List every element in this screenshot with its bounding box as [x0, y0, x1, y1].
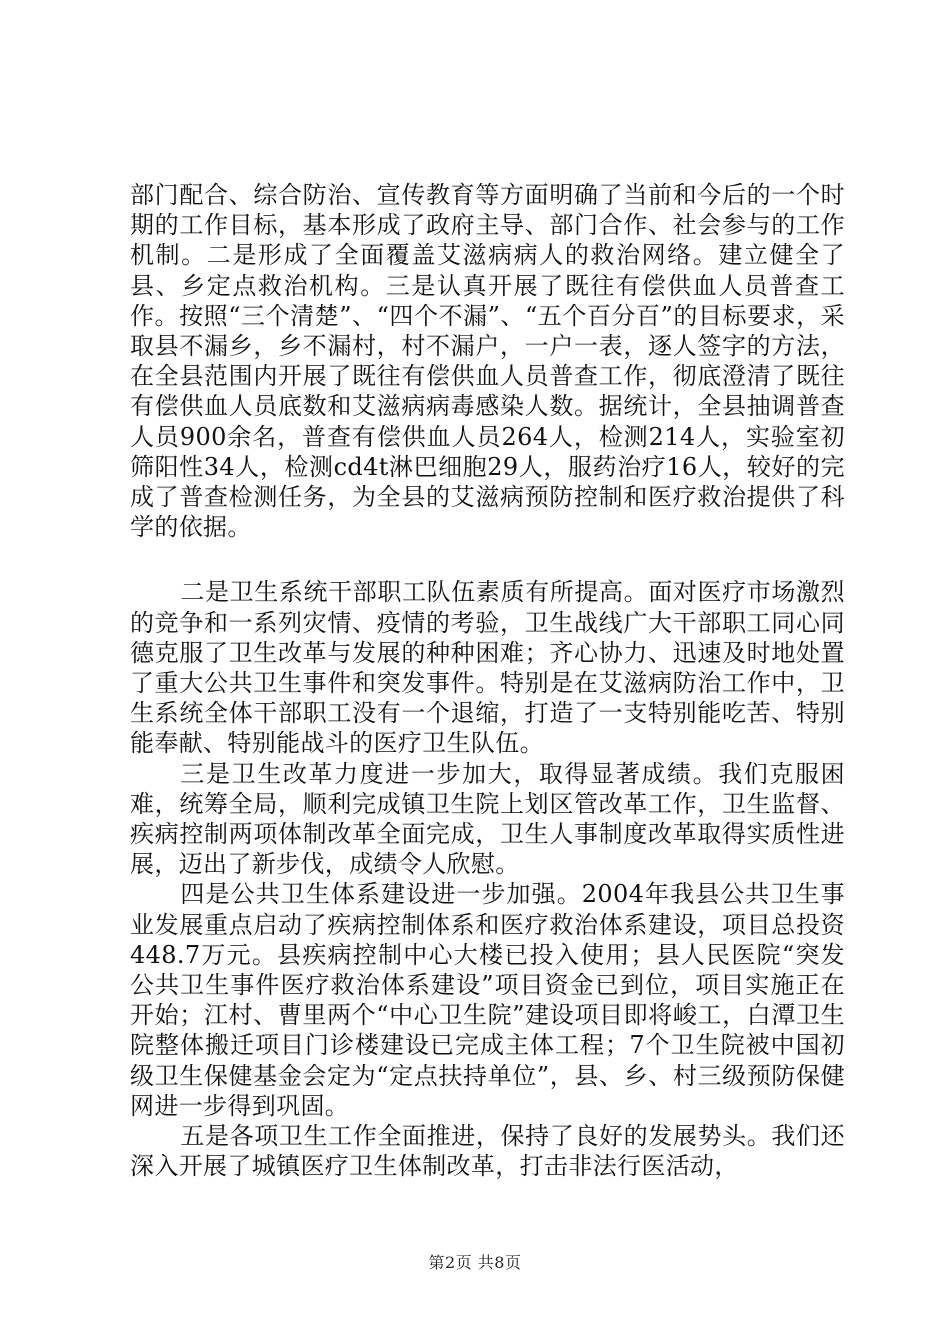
paragraph-4: 四是公共卫生体系建设进一步加强。2004年我县公共卫生事业发展重点启动了疾病控制体系和医疗救治体系建设，项目总投资448.7万元。县疾病控制中心大楼已投入使用；县人民医院“突发公共卫生事件医疗救治体系建设”项目资金已到位，项目实施正在开始；江村、曹里两个“中心卫生院”建设项目即将峻工，白潭卫生院整体搬迁项目门诊楼建设已完成主体工程；7个卫生院被中国初级卫生保健基金会定为“定点扶持单位”，县、乡、村三级预防保健网进一步得到巩固。 — [130, 880, 845, 1120]
paragraph-spacer — [130, 542, 845, 577]
paragraph-1: 部门配合、综合防治、宣传教育等方面明确了当前和今后的一个时期的工作目标，基本形成了政府主导、部门合作、社会参与的工作机制。二是形成了全面覆盖艾滋病病人的救治网络。建立健全了县、乡定点救治机构。三是认真开展了既往有偿供血人员普查工作。按照“三个清楚”、“四个不漏”、“五个百分百”的目标要求，采取县不漏乡，乡不漏村，村不漏户，一户一表，逐人签字的方法，在全县范围内开展了既往有偿供血人员普查工作，彻底澄清了既往有偿供血人员底数和艾滋病病毒感染人数。据统计，全县抽调普查人员900余名，普查有偿供血人员264人，检测214人，实验室初筛阳性34人，检测cd4t淋巴细胞29人，服药治疗16人，较好的完成了普查检测任务，为全县的艾滋病预防控制和医疗救治提供了科学的依据。 — [130, 181, 845, 542]
paragraph-5: 五是各项卫生工作全面推进，保持了良好的发展势头。我们还深入开展了城镇医疗卫生体制改革，打击非法行医活动， — [130, 1122, 845, 1181]
page-number-footer: 第2页 共8页 — [428, 1253, 522, 1272]
paragraph-3: 三是卫生改革力度进一步加大，取得显著成绩。我们克服困难，统筹全局，顺利完成镇卫生院上划区管改革工作，卫生监督、疾病控制两项体制改革全面完成，卫生人事制度改革取得实质性进展，迈出了新步伐，成绩令人欣慰。 — [130, 759, 845, 879]
paragraph-2: 二是卫生系统干部职工队伍素质有所提高。面对医疗市场激烈的竞争和一系列灾情、疫情的考验，卫生战线广大干部职工同心同德克服了卫生改革与发展的种种困难；齐心协力、迅速及时地处置了重大公共卫生事件和突发事件。特别是在艾滋病防治工作中，卫生系统全体干部职工没有一个退缩，打造了一支特别能吃苦、特别能奉献、特别能战斗的医疗卫生队伍。 — [130, 578, 845, 758]
document-body — [130, 180, 845, 1182]
